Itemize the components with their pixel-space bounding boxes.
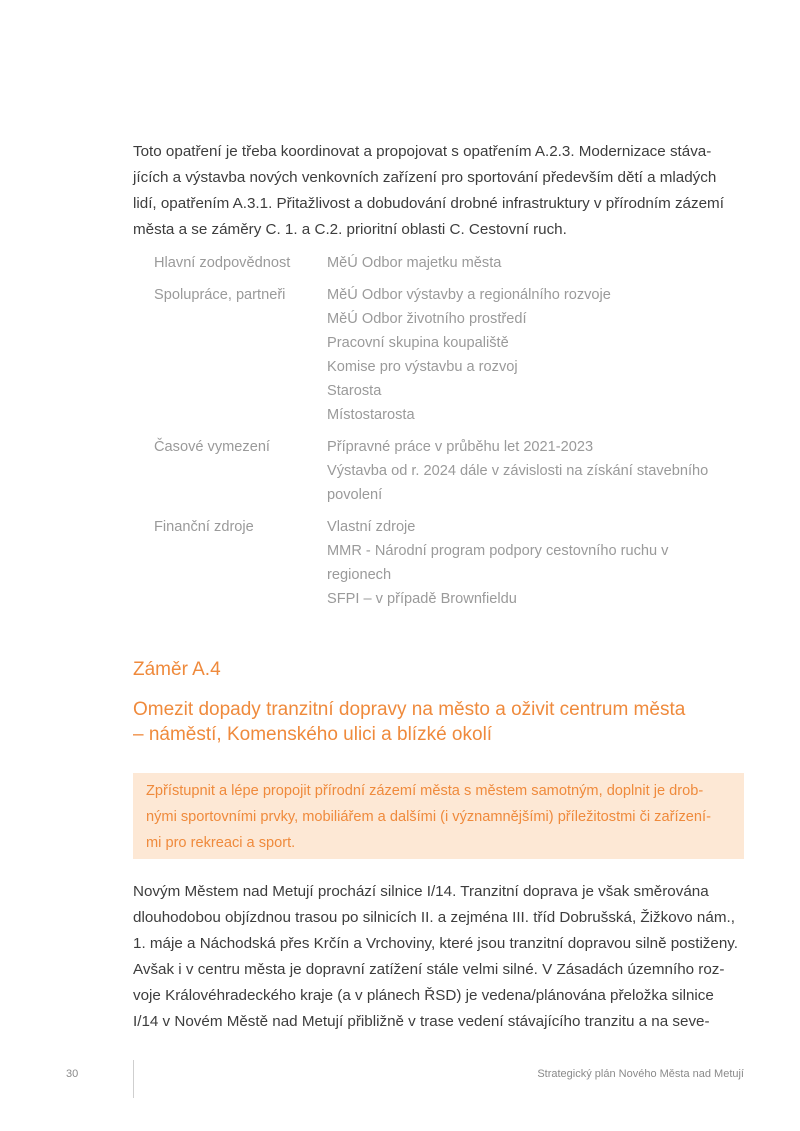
row-value: MěÚ Odbor výstavby a regionálního rozvoje	[327, 287, 611, 303]
row-value: regionech	[327, 567, 392, 583]
page-number: 30	[66, 1068, 79, 1080]
body-line: I/14 v Novém Městě nad Metují přibližně v trase vedení stávajícího tranzitu a na seve-	[133, 1013, 710, 1030]
body-line: Novým Městem nad Metují prochází silnice I/14. Tranzitní doprava je však směrována	[133, 883, 709, 900]
footer-divider	[133, 1060, 134, 1098]
row-label: Finanční zdroje	[154, 519, 254, 535]
intro-paragraph	[133, 139, 748, 243]
intro-line: lidí, opatřením A.3.1. Přitažlivost a dobudování drobné infrastruktury v přírodním zázemí	[133, 195, 724, 212]
body-line: 1. máje a Náchodská přes Krčín a Vrchoviny, které jsou tranzitní dopravou silně postiženy.	[133, 935, 738, 952]
row-responsibility	[154, 251, 734, 275]
row-value: SFPI – v případě Brownfieldu	[327, 591, 517, 607]
body-line: voje Královéhradeckého kraje (a v plánech ŘSD) je vedena/plánována přeložka silnice	[133, 987, 714, 1004]
intro-line: jících a výstavba nových venkovních zařízení pro sportování především dětí a mladých	[133, 169, 717, 186]
zamer-heading: Záměr A.4	[133, 659, 221, 680]
row-label: Časové vymezení	[154, 439, 270, 455]
highlight-line: Zpřístupnit a lépe propojit přírodní zázemí města s městem samotným, doplnit je drob-	[146, 783, 704, 799]
row-value: Výstavba od r. 2024 dále v závislosti na získání stavebního	[327, 463, 709, 479]
row-value: MěÚ Odbor majetku města	[327, 255, 502, 271]
responsibility-table	[154, 251, 734, 619]
section-title-line: Omezit dopady tranzitní dopravy na město a oživit centrum města	[133, 699, 686, 720]
row-value: Přípravné práce v průběhu let 2021-2023	[327, 439, 594, 455]
row-values	[327, 283, 734, 427]
highlight-box	[133, 773, 744, 859]
row-value: Komise pro výstavbu a rozvoj	[327, 359, 518, 375]
intro-line: města a se záměry C. 1. a C.2. prioritní oblasti C. Cestovní ruch.	[133, 221, 567, 238]
highlight-line: mi pro rekreaci a sport.	[146, 835, 296, 851]
row-value: Starosta	[327, 383, 382, 399]
row-value: povolení	[327, 487, 383, 503]
row-values	[327, 251, 734, 275]
row-label: Hlavní zodpovědnost	[154, 255, 291, 271]
intro-line: Toto opatření je třeba koordinovat a propojovat s opatřením A.2.3. Modernizace stáva-	[133, 143, 712, 160]
footer-document-title: Strategický plán Nového Města nad Metují	[537, 1068, 744, 1080]
row-values	[327, 515, 734, 611]
highlight-text	[146, 778, 736, 856]
row-value: Vlastní zdroje	[327, 519, 416, 535]
row-label: Spolupráce, partneři	[154, 287, 286, 303]
row-timeframe	[154, 435, 734, 507]
row-funding	[154, 515, 734, 611]
body-line: Avšak i v centru města je dopravní zatížení stále velmi silné. V Zásadách územního roz-	[133, 961, 725, 978]
row-partners	[154, 283, 734, 427]
body-paragraph	[133, 879, 748, 1035]
body-line: dlouhodobou objízdnou trasou po silnicích II. a zejména III. tříd Dobrušská, Žižkovo nám.,	[133, 909, 735, 926]
section-title	[133, 697, 753, 747]
row-value: MMR - Národní program podpory cestovního ruchu v	[327, 543, 669, 559]
highlight-line: nými sportovními prvky, mobiliářem a dalšími (i významnějšími) příležitostmi či zařízení-	[146, 809, 711, 825]
row-values	[327, 435, 734, 507]
row-value: Místostarosta	[327, 407, 415, 423]
row-value: MěÚ Odbor životního prostředí	[327, 311, 527, 327]
row-value: Pracovní skupina koupaliště	[327, 335, 509, 351]
section-title-line: – náměstí, Komenského ulici a blízké okolí	[133, 724, 493, 745]
